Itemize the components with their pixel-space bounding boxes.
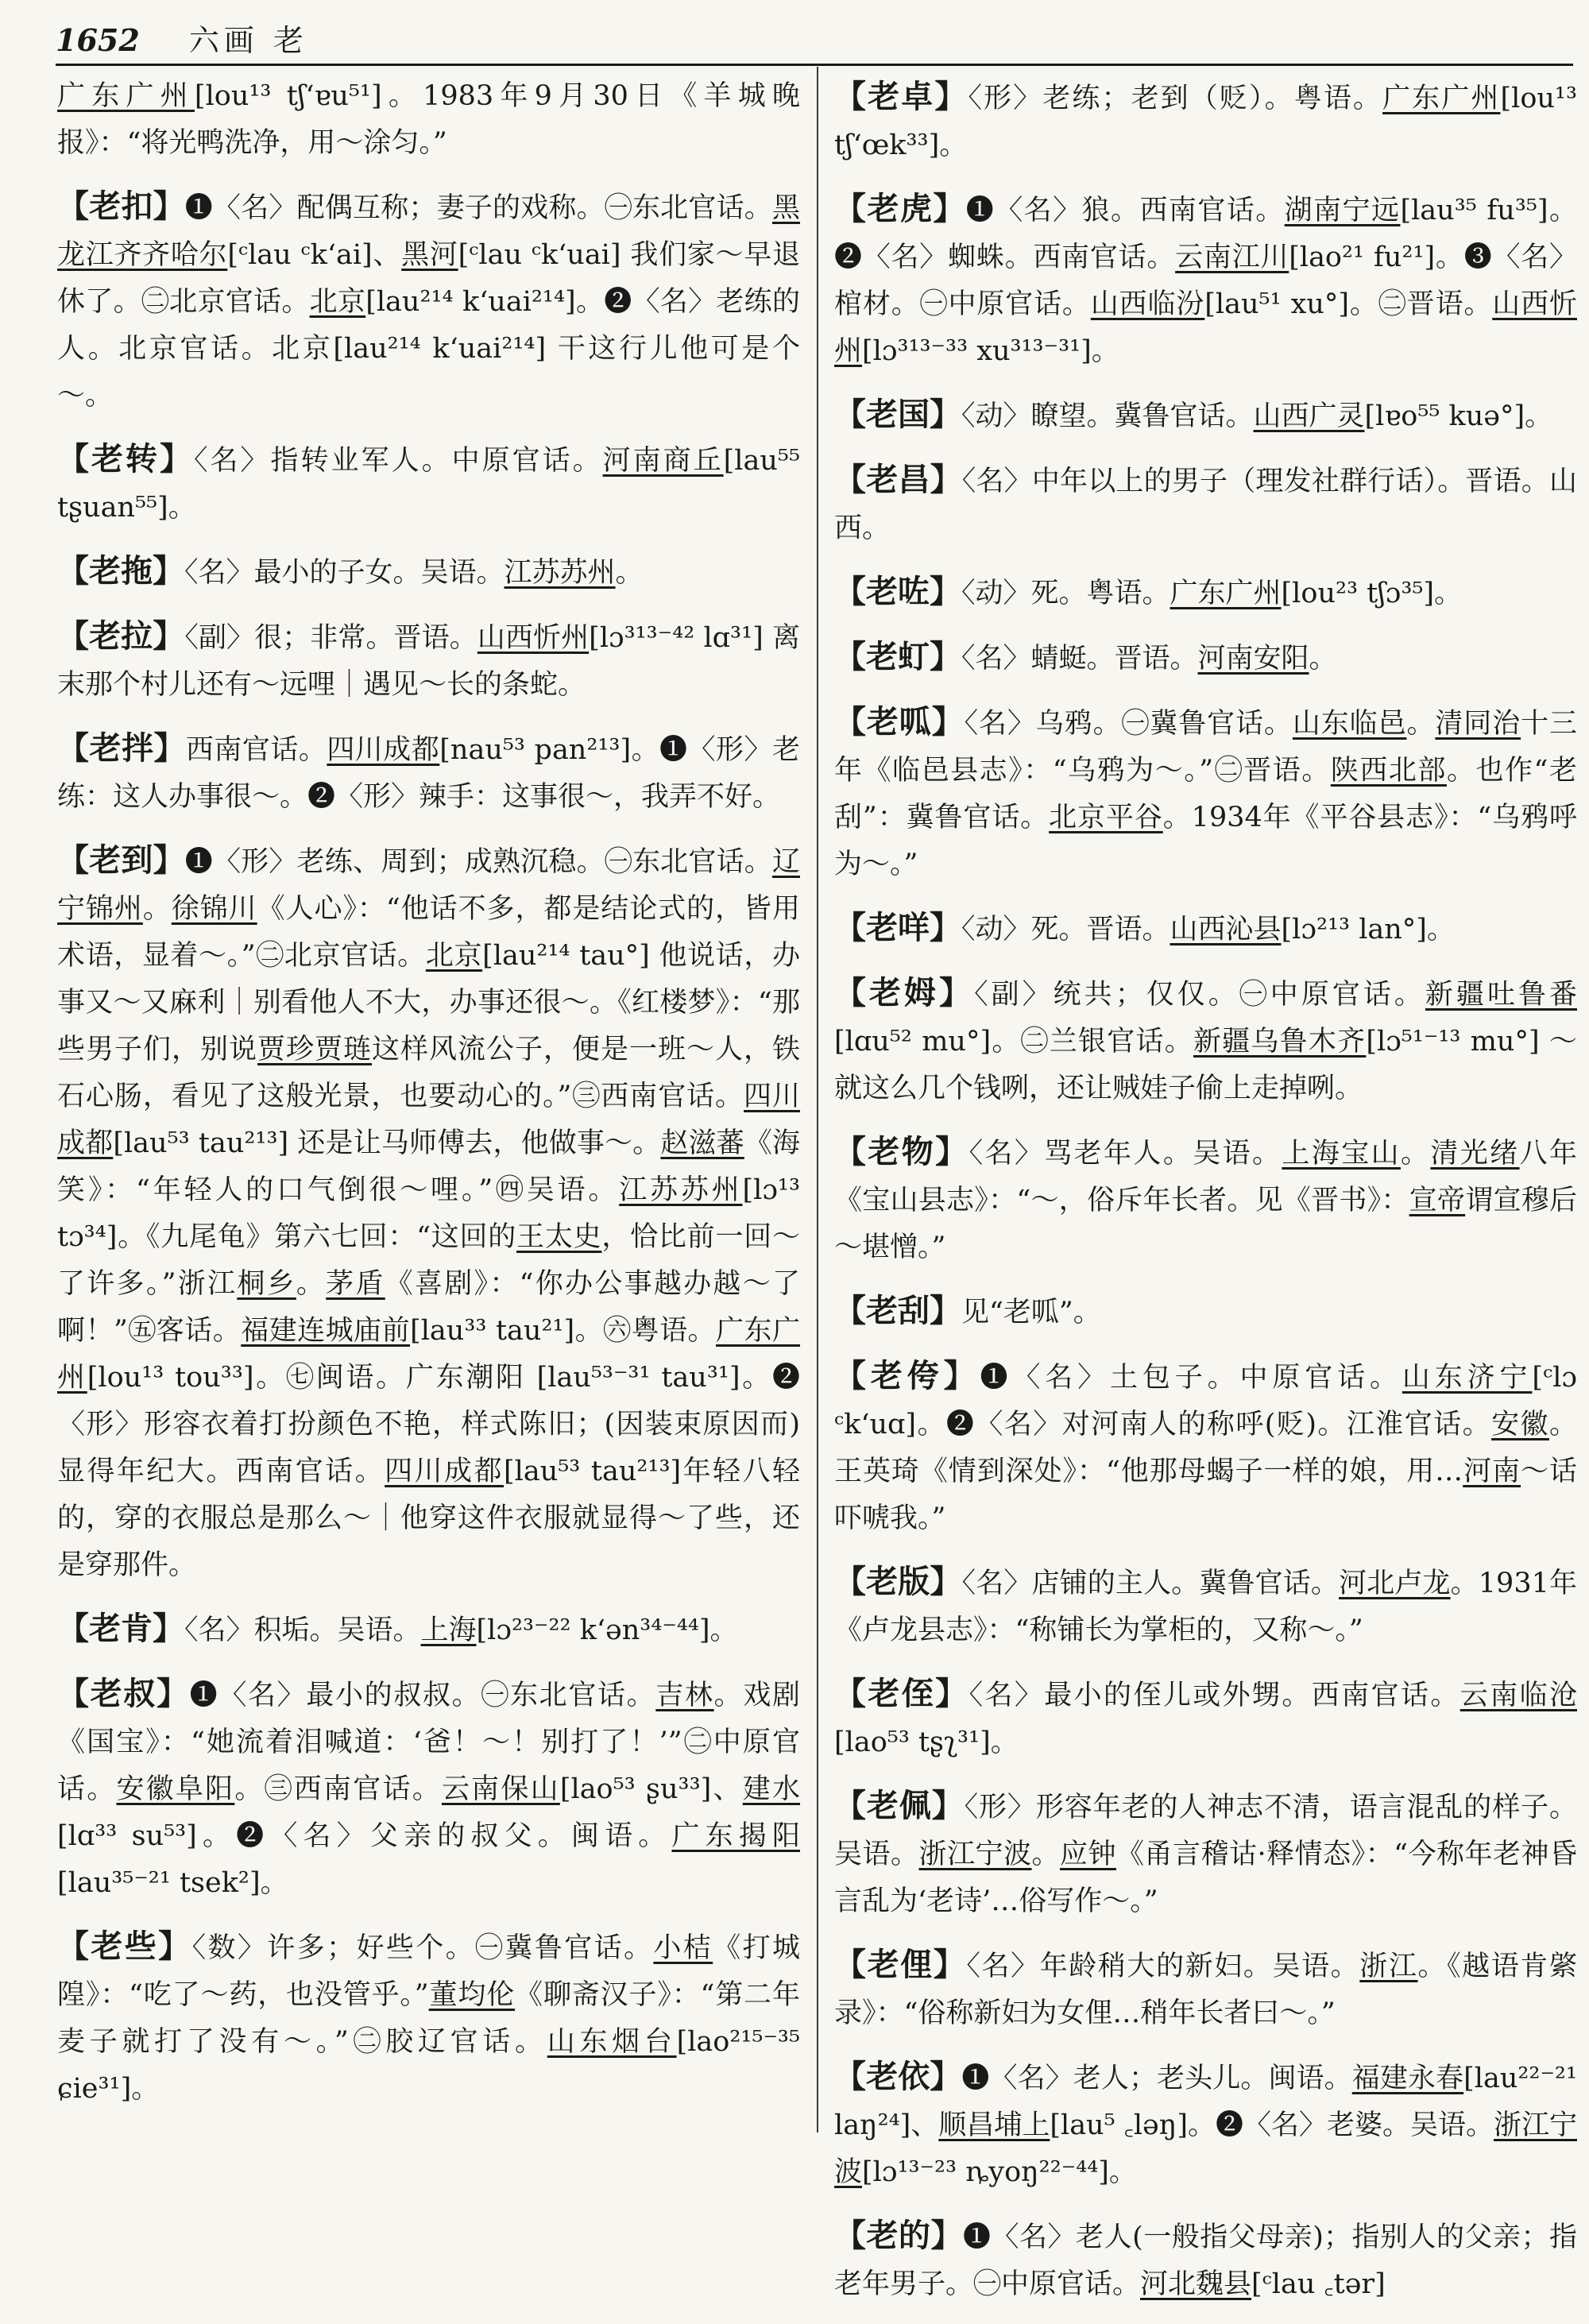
- place-name: 河南商丘: [602, 445, 724, 477]
- dictionary-entry: [57, 725, 800, 821]
- entry-text: 这样风流公子，便是一班～人，铁石心肠，看见了这般光景，也要动心的。”㊂西南官话。: [57, 1034, 800, 1112]
- place-name: 建水: [742, 1773, 800, 1805]
- left-column: [57, 73, 800, 2129]
- entry-headword: 【老卓】: [834, 78, 968, 115]
- entry-text: 《聊斋汉子》：“第二年麦子就打了没有～。”㊁胶辽官话。: [57, 1979, 800, 2058]
- place-name: 山东烟台: [547, 2026, 677, 2058]
- place-name: 吉林: [655, 1680, 714, 1711]
- entry-text: 〈副〉很；非常。晋语。: [184, 622, 477, 654]
- entry-headword: 【老到】: [57, 841, 185, 879]
- entry-headword: 【老拖】: [57, 552, 184, 590]
- place-name: 山西沁县: [1170, 914, 1282, 945]
- entry-text: ～话吓唬我。”: [834, 1456, 1577, 1534]
- entry-text: 〈名〉积垢。吴语。: [184, 1614, 421, 1646]
- entry-text: [lau⁵³ tau²¹³] 还是让马师傅去，他做事～。: [113, 1127, 661, 1159]
- place-name: 清光绪: [1430, 1138, 1520, 1170]
- entry-text: 。: [615, 557, 644, 589]
- dictionary-entry: [834, 391, 1577, 440]
- dictionary-entry: [834, 1670, 1577, 1766]
- entry-text: [lɔ²¹³ lan°]。: [1281, 914, 1455, 945]
- dictionary-entry: [57, 837, 800, 1589]
- entry-headword: 【老依】: [834, 2058, 962, 2095]
- place-name: 四川成都: [327, 734, 440, 766]
- place-name: 山西忻州: [834, 288, 1577, 367]
- place-name: 江苏苏州: [619, 1174, 743, 1206]
- entry-text: [lɑ³³ su⁵³]。❷〈名〉父亲的叔父。闽语。: [57, 1820, 672, 1852]
- entry-text: 《人心》：“他话不多，都是结论式的，皆用术语，显着～。”㊁北京官话。: [57, 893, 800, 972]
- entry-text: 。: [1406, 708, 1436, 740]
- entry-text: [nau⁵³ pan²¹³]。❶〈形〉老练：这人办事很～。❷〈形〉辣手：这事很～，我弄不好。: [57, 734, 800, 813]
- place-name: 山西忻州: [477, 622, 590, 654]
- dictionary-entry: [834, 2053, 1577, 2196]
- entry-text: 。1931年《卢龙县志》：“称铺长为掌柜的，又称～。”: [834, 1568, 1577, 1646]
- header-rule: [56, 64, 1573, 66]
- place-name: 江苏苏州: [504, 557, 616, 589]
- entry-text: [lau²¹⁴ k‘uai²¹⁴]。❷〈名〉老练的人。北京官话。北京[lau²¹⁴ k‘uai²¹⁴] 干这行儿他可是个～。: [57, 286, 800, 412]
- place-name: 新疆吐鲁番: [1425, 979, 1577, 1011]
- place-name: 山东济宁: [1401, 1362, 1533, 1394]
- entry-text: 。《越语肯綮录》：“俗称新妇为女俚…稍年长者曰～。”: [834, 1951, 1577, 2029]
- place-name: 北京: [425, 940, 483, 972]
- dictionary-entry: [834, 969, 1577, 1112]
- entry-text: 八年《宝山县志》：“～，俗斥年长者。见《晋书》：: [834, 1138, 1577, 1216]
- place-name: 山西广灵: [1253, 400, 1365, 432]
- place-name: 广东广州: [57, 1315, 800, 1394]
- entry-text: [lɑu⁵² mu°]。㊁兰银官话。: [834, 1026, 1193, 1058]
- entry-text: [lau²²⁻²¹ laŋ²⁴]、: [834, 2063, 1577, 2141]
- entry-text: 〈副〉统共；仅仅。㊀中原官话。: [974, 979, 1425, 1011]
- entry-text: 。: [1400, 1138, 1431, 1170]
- place-name: 贾珍贾琏: [257, 1034, 372, 1065]
- place-name: 董均伦: [428, 1979, 516, 2011]
- place-name: 河南安阳: [1197, 643, 1309, 675]
- entry-text: [ᶜlau ꜀tər]: [1251, 2268, 1386, 2300]
- place-name: 北京平谷: [1049, 802, 1163, 833]
- place-name: 山东临邑: [1292, 708, 1407, 740]
- place-name: 黑龙江齐齐哈尔: [57, 192, 800, 271]
- entry-text: 〈名〉店铺的主人。冀鲁官话。: [961, 1568, 1340, 1599]
- entry-text: [ᶜlau ᶜk‘ai]、: [227, 239, 402, 271]
- place-name: 浙江: [1359, 1951, 1418, 1982]
- place-name: 新疆乌鲁木齐: [1193, 1026, 1367, 1058]
- entry-text: [lau³⁵ fu³⁵]。❷〈名〉蜘蛛。西南官话。: [834, 195, 1577, 273]
- entry-text: [lau⁵³ tau²¹³]年轻八轻的，穿的衣服总是那么～｜他穿这件衣服就显得～了些，还是穿那件。: [57, 1456, 800, 1581]
- entry-headword: 【老侄】: [834, 1675, 969, 1712]
- entry-text: [ᶜlau ᶜk‘uai] 我们家～早退休了。㊁北京官话。: [57, 239, 800, 318]
- entry-headword: 【老拉】: [57, 617, 185, 655]
- page-header: [56, 17, 1573, 64]
- entry-headword: 【老物】: [834, 1133, 969, 1170]
- place-name: 福建连城庙前: [241, 1315, 411, 1347]
- place-name: 茅盾: [326, 1268, 385, 1300]
- entry-headword: 【老些】: [57, 1928, 192, 1965]
- place-name: 小桔: [653, 1932, 713, 1964]
- place-name: 安徽: [1491, 1409, 1549, 1440]
- place-name: 顺昌埔上: [938, 2109, 1050, 2141]
- entry-text: 。戏剧《国宝》：“她流着泪喊道：‘爸！～！别打了！’”㊁中原官话。: [57, 1680, 800, 1805]
- dictionary-entry: [57, 183, 800, 420]
- entry-text: [lau⁵ ꜀ləŋ]。❷〈名〉老婆。吴语。: [1050, 2109, 1494, 2141]
- entry-text: [lau⁵¹ xu°]。㊁晋语。: [1204, 288, 1493, 320]
- entry-headword: 【老版】: [834, 1563, 962, 1600]
- dictionary-entry: [57, 613, 800, 709]
- place-name: 宣帝: [1409, 1185, 1466, 1216]
- dictionary-entry: [57, 1605, 800, 1654]
- entry-text: 谓宣穆后～堪憎。”: [834, 1185, 1577, 1263]
- entry-text: 《海笑》：“年轻人的口气倒很～哩。”㊃吴语。: [57, 1127, 800, 1206]
- dictionary-entry: [834, 2212, 1577, 2308]
- dictionary-entry: [834, 1782, 1577, 1925]
- entry-headword: 【老刮】: [834, 1292, 961, 1329]
- entry-text: 〈名〉中年以上的男子（理发社群行话）。晋语。山西。: [834, 466, 1578, 544]
- page-number: 1652: [56, 22, 140, 58]
- dictionary-entry: [834, 633, 1577, 683]
- place-name: 四川成都: [57, 1081, 800, 1159]
- entry-text: 。也作“老刮”：冀鲁官话。: [834, 755, 1577, 833]
- entry-text: [lɔ²³⁻²² k‘ən³⁴⁻⁴⁴]。: [476, 1614, 738, 1646]
- entry-text: 《甬言稽诂·释情态》：“今称年老神昏言乱为‘老诗’…俗写作～。”: [834, 1839, 1577, 1917]
- column-divider: [817, 67, 818, 2133]
- entry-text: 〈形〉老练；老到（贬）。粤语。: [968, 83, 1383, 114]
- place-name: 浙江宁波: [918, 1839, 1032, 1870]
- entry-headword: 【老的】: [834, 2217, 964, 2254]
- place-name: 赵滋蕃: [660, 1127, 744, 1159]
- entry-text: [lou²³ tʃɔ³⁵]。: [1281, 578, 1463, 609]
- section-title: 六画 老: [188, 23, 308, 58]
- entry-text: [lɔ⁵¹⁻¹³ mu°] ～就这么几个钱咧，还让贼娃子偷上走掉咧。: [834, 1026, 1577, 1104]
- dictionary-entry: [834, 73, 1577, 169]
- entry-headword: 【老姆】: [834, 974, 975, 1011]
- entry-headword: 【老咩】: [834, 909, 961, 946]
- entry-text: ，恰比前一回～了许多。”浙江: [57, 1221, 800, 1300]
- entry-text: ❶〈名〉狼。西南官话。: [965, 195, 1285, 226]
- place-name: 广东广州: [1170, 578, 1282, 609]
- entry-text: [lau²¹⁴ tau°] 他说话，办事又～又麻利｜别看他人不大，办事还很～。《红楼梦》：“那些男子们，别说: [57, 940, 800, 1065]
- place-name: 辽宁锦州: [57, 846, 800, 925]
- dictionary-entry: [834, 1558, 1577, 1654]
- right-column: [834, 73, 1577, 2324]
- place-name: 广东广州: [1382, 83, 1501, 114]
- entry-text: [lou¹³ tʃ‘ɐu⁵¹]。1983年9月30日《羊城晚报》：“将光鸭洗净，用～涂匀。”: [57, 80, 800, 159]
- entry-text: [lɔ¹³ tɔ³⁴]。《九尾龟》第六七回：“这回的: [57, 1174, 800, 1253]
- entry-headword: 【老虰】: [834, 638, 961, 675]
- place-name: 上海: [420, 1614, 477, 1646]
- place-name: 黑河: [401, 239, 458, 271]
- entry-text: ❶〈名〉老人(一般指父母亲)；指别人的父亲；指老年男子。㊀中原官话。: [834, 2222, 1578, 2300]
- entry-text: [lou¹³ tʃ‘œk³³]。: [834, 83, 1577, 161]
- dictionary-entry: [834, 904, 1577, 953]
- entry-text: 《打城隍》：“吃了～药，也没管乎。”: [57, 1932, 800, 2011]
- entry-text: 十三年《临邑县志》：“乌鸦为～。”㊁晋语。: [834, 708, 1577, 787]
- dictionary-entry: [834, 1128, 1577, 1271]
- place-name: 云南江川: [1175, 242, 1289, 273]
- place-name: 河北卢龙: [1339, 1568, 1451, 1599]
- entry-text: 〈数〉许多；好些个。㊀冀鲁官话。: [191, 1932, 654, 1964]
- entry-text: [lao⁵³ tʂʅ³¹]。: [834, 1727, 1019, 1758]
- place-name: 广东广州: [57, 80, 195, 112]
- place-name: 河北魏县: [1140, 2268, 1252, 2300]
- entry-text: ❶〈形〉老练、周到；成熟沉稳。㊀东北官话。: [184, 846, 772, 878]
- entry-text: [lou¹³ tou³³]。㊆闽语。广东潮阳 [lau⁵³⁻³¹ tau³¹]。❷〈形〉形容衣着打扮颜色不艳，样式陈旧；(因装束原因而)显得年纪大。西南官话。: [57, 1362, 800, 1487]
- place-name: 应钟: [1060, 1839, 1116, 1870]
- entry-text: 。: [142, 893, 172, 925]
- place-name: 王太史: [516, 1221, 602, 1253]
- place-name: 安徽阜阳: [116, 1773, 235, 1805]
- entry-text: [lau⁵⁵ tʂuan⁵⁵]。: [57, 445, 800, 524]
- place-name: 四川成都: [385, 1456, 504, 1487]
- entry-headword: 【老呱】: [834, 703, 965, 741]
- dictionary-entry: [57, 547, 800, 597]
- entry-headword: 【老肯】: [57, 1610, 184, 1647]
- entry-text: [lao²¹ fu²¹]。❸〈名〉棺材。㊀中原官话。: [834, 242, 1577, 320]
- entry-text: 〈动〉死。粤语。: [961, 578, 1170, 609]
- entry-text: ❶〈名〉配偶互称；妻子的戏称。㊀东北官话。: [184, 192, 772, 224]
- entry-text: [lao⁵³ ʂu³³]、: [559, 1773, 743, 1805]
- entry-text: 《喜剧》：“你办公事越办越～了啊！”㊄客话。: [57, 1268, 800, 1347]
- dictionary-entry: [834, 456, 1577, 552]
- entry-text: 。: [1031, 1839, 1060, 1870]
- entry-headword: 【老俚】: [834, 1946, 967, 1983]
- entry-text: [lau³³ tau²¹]。㊅粤语。: [410, 1315, 717, 1347]
- place-name: 北京: [309, 286, 366, 318]
- place-name: 云南保山: [441, 1773, 560, 1805]
- entry-headword: 【老拌】: [57, 729, 186, 767]
- dictionary-entry: [834, 1941, 1577, 2037]
- entry-headword: 【老叔】: [57, 1675, 190, 1712]
- entry-text: 。㊂西南官话。: [234, 1773, 442, 1805]
- entry-text: 〈形〉形容年老的人神志不清，语言混乱的样子。吴语。: [834, 1792, 1577, 1870]
- entry-text: 〈名〉最小的侄儿或外甥。西南官话。: [968, 1680, 1460, 1711]
- dictionary-entry: [834, 1352, 1577, 1542]
- dictionary-entry: [57, 1923, 800, 2113]
- place-name: 福建永春: [1351, 2063, 1464, 2094]
- dictionary-entry: [834, 185, 1577, 375]
- entry-text: 〈名〉最小的子女。吴语。: [184, 557, 505, 589]
- place-name: 徐锦川: [171, 893, 257, 925]
- dictionary-entry: [57, 1670, 800, 1907]
- entry-text: 〈名〉指转业军人。中原官话。: [194, 445, 603, 477]
- dictionary-entry: [57, 435, 800, 532]
- entry-text: 。: [296, 1268, 327, 1300]
- entry-text: 〈动〉瞭望。冀鲁官话。: [961, 400, 1254, 432]
- entry-headword: 【老昌】: [834, 461, 962, 498]
- place-name: 桐乡: [237, 1268, 296, 1300]
- place-name: 山西临汾: [1090, 288, 1205, 320]
- dictionary-entry: [834, 1287, 1577, 1336]
- place-name: 广东揭阳: [671, 1820, 800, 1852]
- entry-headword: 【老转】: [57, 440, 195, 478]
- entry-continuation: [57, 73, 800, 167]
- entry-text: 。1934年《平谷县志》：“乌鸦呼为～。”: [834, 802, 1577, 880]
- place-name: 云南临沧: [1459, 1680, 1577, 1711]
- entry-headword: 【老佩】: [834, 1787, 965, 1824]
- place-name: 湖南宁远: [1284, 195, 1401, 226]
- entry-text: 〈名〉蜻蜓。晋语。: [961, 643, 1198, 675]
- entry-text: [lɔ¹³⁻²³ ȵyoŋ²²⁻⁴⁴]。: [862, 2156, 1137, 2188]
- place-name: 陕西北部: [1330, 755, 1447, 787]
- entry-text: [lao²¹⁵⁻³⁵ ɕie³¹]。: [57, 2026, 800, 2105]
- entry-text: 。王英琦《情到深处》：“他那母蝎子一样的娘，用…: [834, 1409, 1577, 1487]
- entry-text: ❶〈名〉最小的叔叔。㊀东北官话。: [189, 1680, 656, 1711]
- entry-text: [ᶜlɔ ᶜk‘uɑ]。❷〈名〉对河南人的称呼(贬)。江淮官话。: [834, 1362, 1577, 1440]
- entry-text: 〈名〉年龄稍大的新妇。吴语。: [966, 1951, 1360, 1982]
- entry-text: 〈动〉死。晋语。: [961, 914, 1170, 945]
- entry-headword: 【老虎】: [834, 190, 966, 227]
- entry-text: ❶〈名〉土包子。中原官话。: [980, 1362, 1402, 1394]
- dictionary-entry: [834, 568, 1577, 617]
- place-name: 上海宝山: [1282, 1138, 1401, 1170]
- entry-text: 。: [1309, 643, 1337, 675]
- entry-text: 〈名〉乌鸦。㊀冀鲁官话。: [964, 708, 1293, 740]
- entry-text: 〈名〉骂老年人。吴语。: [968, 1138, 1282, 1170]
- place-name: 清同治: [1435, 708, 1521, 740]
- entry-text: [lɔ³¹³⁻⁴² lɑ³¹] 离末那个村儿还有～远哩｜遇见～长的条蛇。: [57, 622, 800, 701]
- place-name: 浙江宁波: [834, 2109, 1577, 2188]
- entry-headword: 【老咗】: [834, 573, 961, 610]
- entry-headword: 【老国】: [834, 396, 961, 433]
- place-name: 河南: [1463, 1456, 1521, 1487]
- entry-text: ❶〈名〉老人；老头儿。闽语。: [961, 2063, 1352, 2094]
- dictionary-entry: [834, 698, 1577, 888]
- entry-text: 见“老呱”。: [961, 1297, 1101, 1328]
- entry-text: [lau³⁵⁻²¹ tsek²]。: [57, 1867, 288, 1899]
- entry-headword: 【老扣】: [57, 188, 185, 225]
- entry-headword: 【老侉】: [834, 1357, 980, 1394]
- entry-text: 西南官话。: [185, 734, 327, 766]
- entry-text: [lɔ³¹³⁻³³ xu³¹³⁻³¹]。: [862, 335, 1119, 367]
- entry-text: [lɐo⁵⁵ kuə°]。: [1364, 400, 1553, 432]
